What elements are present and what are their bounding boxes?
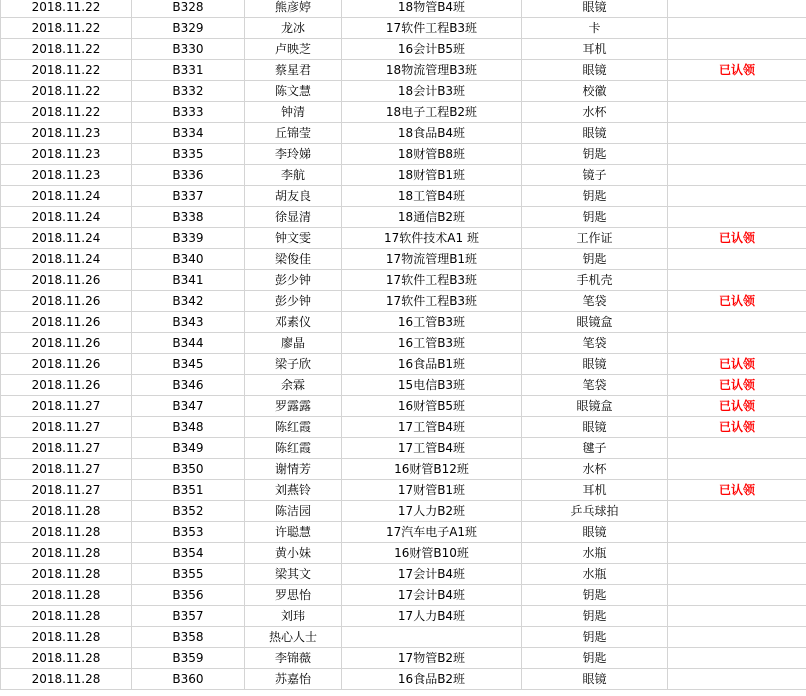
cell-id[interactable]: B338 (132, 207, 245, 228)
cell-class[interactable]: 18物流管理B3班 (342, 60, 522, 81)
cell-status[interactable] (668, 123, 806, 144)
cell-id[interactable]: B359 (132, 648, 245, 669)
cell-status[interactable] (668, 669, 806, 690)
cell-name[interactable]: 许聪慧 (245, 522, 342, 543)
cell-name[interactable]: 邓素仪 (245, 312, 342, 333)
cell-item[interactable]: 乒乓球拍 (522, 501, 668, 522)
cell-date[interactable]: 2018.11.26 (1, 270, 132, 291)
cell-status[interactable] (668, 18, 806, 39)
cell-name[interactable]: 李锦薇 (245, 648, 342, 669)
cell-class[interactable]: 17汽车电子A1班 (342, 522, 522, 543)
table-row (1, 648, 806, 669)
cell-id[interactable]: B347 (132, 396, 245, 417)
table-row (1, 0, 806, 18)
cell-date[interactable]: 2018.11.26 (1, 291, 132, 312)
cell-item[interactable]: 工作证 (522, 228, 668, 249)
table-row (1, 438, 806, 459)
table-row (1, 396, 806, 417)
cell-item[interactable]: 手机壳 (522, 270, 668, 291)
cell-date[interactable]: 2018.11.28 (1, 606, 132, 627)
cell-id[interactable]: B346 (132, 375, 245, 396)
cell-date[interactable]: 2018.11.26 (1, 333, 132, 354)
table-row (1, 627, 806, 648)
cell-class[interactable]: 17人力B4班 (342, 606, 522, 627)
table-row (1, 39, 806, 60)
table-row (1, 249, 806, 270)
cell-item[interactable]: 眼镜 (522, 522, 668, 543)
cell-date[interactable]: 2018.11.28 (1, 627, 132, 648)
cell-name[interactable]: 彭少钟 (245, 291, 342, 312)
cell-status[interactable] (668, 606, 806, 627)
table-row (1, 606, 806, 627)
cell-status[interactable] (668, 102, 806, 123)
cell-date[interactable]: 2018.11.24 (1, 228, 132, 249)
cell-class[interactable]: 18会计B3班 (342, 81, 522, 102)
cell-item[interactable]: 水瓶 (522, 564, 668, 585)
cell-id[interactable]: B340 (132, 249, 245, 270)
cell-date[interactable]: 2018.11.22 (1, 102, 132, 123)
cell-date[interactable]: 2018.11.26 (1, 375, 132, 396)
cell-date[interactable]: 2018.11.28 (1, 585, 132, 606)
cell-status[interactable] (668, 648, 806, 669)
cell-item[interactable]: 钥匙 (522, 186, 668, 207)
cell-status[interactable]: 已认领 (668, 480, 806, 501)
cell-date[interactable]: 2018.11.27 (1, 417, 132, 438)
cell-name[interactable]: 廖晶 (245, 333, 342, 354)
cell-class[interactable]: 16食品B1班 (342, 354, 522, 375)
table-row (1, 543, 806, 564)
cell-class[interactable]: 16会计B5班 (342, 39, 522, 60)
cell-class[interactable]: 17软件工程B3班 (342, 18, 522, 39)
cell-id[interactable]: B336 (132, 165, 245, 186)
cell-item[interactable]: 眼镜盒 (522, 312, 668, 333)
cell-status[interactable]: 已认领 (668, 60, 806, 81)
cell-class[interactable]: 16工管B3班 (342, 312, 522, 333)
cell-status[interactable] (668, 543, 806, 564)
cell-name[interactable]: 陈红霞 (245, 417, 342, 438)
cell-name[interactable]: 热心人士 (245, 627, 342, 648)
table-row (1, 501, 806, 522)
cell-date[interactable]: 2018.11.24 (1, 186, 132, 207)
cell-date[interactable]: 2018.11.23 (1, 165, 132, 186)
cell-class[interactable]: 17人力B2班 (342, 501, 522, 522)
cell-date[interactable]: 2018.11.27 (1, 480, 132, 501)
cell-item[interactable]: 镜子 (522, 165, 668, 186)
cell-class[interactable]: 16财管B10班 (342, 543, 522, 564)
cell-name[interactable]: 彭少钟 (245, 270, 342, 291)
cell-id[interactable]: B330 (132, 39, 245, 60)
cell-id[interactable]: B352 (132, 501, 245, 522)
cell-id[interactable]: B349 (132, 438, 245, 459)
cell-status[interactable] (668, 564, 806, 585)
cell-item[interactable]: 钥匙 (522, 648, 668, 669)
cell-class[interactable]: 17会计B4班 (342, 585, 522, 606)
table-row (1, 81, 806, 102)
cell-class[interactable]: 17软件工程B3班 (342, 270, 522, 291)
cell-item[interactable]: 水杯 (522, 459, 668, 480)
cell-item[interactable]: 眼镜 (522, 123, 668, 144)
cell-status[interactable]: 已认领 (668, 228, 806, 249)
cell-status[interactable]: 已认领 (668, 291, 806, 312)
cell-item[interactable]: 卡 (522, 18, 668, 39)
cell-id[interactable]: B351 (132, 480, 245, 501)
cell-name[interactable]: 熊彦婷 (245, 0, 342, 18)
cell-id[interactable]: B342 (132, 291, 245, 312)
cell-item[interactable]: 笔袋 (522, 291, 668, 312)
cell-status[interactable] (668, 186, 806, 207)
cell-class[interactable]: 18财管B8班 (342, 144, 522, 165)
cell-class[interactable]: 18电子工程B2班 (342, 102, 522, 123)
cell-class[interactable]: 16食品B2班 (342, 669, 522, 690)
table-row (1, 228, 806, 249)
cell-date[interactable]: 2018.11.22 (1, 18, 132, 39)
table-row (1, 270, 806, 291)
table-row (1, 144, 806, 165)
cell-item[interactable]: 眼镜 (522, 669, 668, 690)
table-row (1, 312, 806, 333)
cell-date[interactable]: 2018.11.28 (1, 501, 132, 522)
cell-class[interactable]: 18工管B4班 (342, 186, 522, 207)
cell-name[interactable]: 胡友良 (245, 186, 342, 207)
table-row (1, 123, 806, 144)
cell-class[interactable]: 17工管B4班 (342, 417, 522, 438)
cell-date[interactable]: 2018.11.28 (1, 669, 132, 690)
cell-date[interactable]: 2018.11.24 (1, 249, 132, 270)
cell-class[interactable]: 17会计B4班 (342, 564, 522, 585)
table-row (1, 375, 806, 396)
cell-date[interactable]: 2018.11.28 (1, 522, 132, 543)
cell-status[interactable] (668, 522, 806, 543)
cell-id[interactable]: B335 (132, 144, 245, 165)
cell-item[interactable]: 眼镜 (522, 354, 668, 375)
cell-id[interactable]: B328 (132, 0, 245, 18)
cell-name[interactable]: 苏嘉怡 (245, 669, 342, 690)
cell-status[interactable]: 已认领 (668, 354, 806, 375)
cell-status[interactable]: 已认领 (668, 417, 806, 438)
cell-status[interactable] (668, 207, 806, 228)
cell-date[interactable]: 2018.11.27 (1, 459, 132, 480)
cell-class[interactable]: 17物管B2班 (342, 648, 522, 669)
cell-status[interactable] (668, 165, 806, 186)
cell-name[interactable]: 钟文雯 (245, 228, 342, 249)
cell-status[interactable] (668, 585, 806, 606)
table-row (1, 480, 806, 501)
cell-item[interactable]: 钥匙 (522, 585, 668, 606)
cell-date[interactable]: 2018.11.22 (1, 81, 132, 102)
table-body (1, 0, 806, 690)
cell-status[interactable] (668, 249, 806, 270)
cell-status[interactable] (668, 333, 806, 354)
cell-item[interactable]: 笔袋 (522, 375, 668, 396)
cell-id[interactable]: B353 (132, 522, 245, 543)
table-row (1, 165, 806, 186)
cell-item[interactable]: 眼镜 (522, 60, 668, 81)
cell-status[interactable] (668, 312, 806, 333)
cell-class[interactable]: 17财管B1班 (342, 480, 522, 501)
cell-id[interactable]: B356 (132, 585, 245, 606)
cell-id[interactable]: B343 (132, 312, 245, 333)
cell-id[interactable]: B339 (132, 228, 245, 249)
cell-name[interactable]: 罗思怡 (245, 585, 342, 606)
cell-id[interactable]: B331 (132, 60, 245, 81)
cell-class[interactable]: 18食品B4班 (342, 123, 522, 144)
cell-class[interactable]: 17软件工程B3班 (342, 291, 522, 312)
cell-id[interactable]: B334 (132, 123, 245, 144)
table-row (1, 18, 806, 39)
cell-name[interactable]: 丘锦莹 (245, 123, 342, 144)
cell-name[interactable]: 陈红霞 (245, 438, 342, 459)
cell-id[interactable]: B355 (132, 564, 245, 585)
cell-name[interactable]: 李航 (245, 165, 342, 186)
cell-item[interactable]: 钥匙 (522, 207, 668, 228)
cell-status[interactable] (668, 39, 806, 60)
cell-item[interactable]: 眼镜盒 (522, 396, 668, 417)
cell-name[interactable]: 谢情芳 (245, 459, 342, 480)
cell-name[interactable]: 陈文慧 (245, 81, 342, 102)
cell-id[interactable]: B358 (132, 627, 245, 648)
cell-item[interactable]: 钥匙 (522, 627, 668, 648)
table-row (1, 291, 806, 312)
cell-name[interactable]: 梁俊佳 (245, 249, 342, 270)
cell-item[interactable]: 眼镜 (522, 417, 668, 438)
cell-class[interactable]: 18财管B1班 (342, 165, 522, 186)
cell-name[interactable]: 梁子欣 (245, 354, 342, 375)
cell-item[interactable]: 耳机 (522, 480, 668, 501)
cell-status[interactable] (668, 501, 806, 522)
cell-date[interactable]: 2018.11.26 (1, 354, 132, 375)
cell-date[interactable]: 2018.11.27 (1, 438, 132, 459)
cell-class[interactable]: 16财管B12班 (342, 459, 522, 480)
cell-id[interactable]: B350 (132, 459, 245, 480)
cell-status[interactable] (668, 0, 806, 18)
table-row (1, 417, 806, 438)
cell-date[interactable]: 2018.11.28 (1, 543, 132, 564)
table-row (1, 669, 806, 690)
cell-name[interactable]: 余霖 (245, 375, 342, 396)
cell-name[interactable]: 徐显清 (245, 207, 342, 228)
cell-id[interactable]: B348 (132, 417, 245, 438)
cell-id[interactable]: B354 (132, 543, 245, 564)
cell-item[interactable]: 毽子 (522, 438, 668, 459)
cell-class[interactable]: 15电信B3班 (342, 375, 522, 396)
cell-item[interactable]: 钥匙 (522, 249, 668, 270)
cell-status[interactable]: 已认领 (668, 396, 806, 417)
cell-status[interactable] (668, 438, 806, 459)
cell-date[interactable]: 2018.11.22 (1, 39, 132, 60)
cell-class[interactable]: 17工管B4班 (342, 438, 522, 459)
table-row (1, 186, 806, 207)
cell-name[interactable]: 刘燕铃 (245, 480, 342, 501)
cell-name[interactable]: 钟清 (245, 102, 342, 123)
cell-status[interactable] (668, 459, 806, 480)
cell-status[interactable]: 已认领 (668, 375, 806, 396)
cell-date[interactable]: 2018.11.22 (1, 0, 132, 18)
table-row (1, 564, 806, 585)
cell-class[interactable]: 18通信B2班 (342, 207, 522, 228)
cell-item[interactable]: 钥匙 (522, 144, 668, 165)
cell-date[interactable]: 2018.11.23 (1, 144, 132, 165)
cell-date[interactable]: 2018.11.26 (1, 312, 132, 333)
cell-name[interactable]: 梁其文 (245, 564, 342, 585)
cell-date[interactable]: 2018.11.28 (1, 564, 132, 585)
table-row (1, 459, 806, 480)
cell-name[interactable]: 蔡星君 (245, 60, 342, 81)
cell-name[interactable]: 罗露露 (245, 396, 342, 417)
cell-status[interactable] (668, 627, 806, 648)
cell-name[interactable]: 龙冰 (245, 18, 342, 39)
cell-name[interactable]: 刘玮 (245, 606, 342, 627)
cell-status[interactable] (668, 81, 806, 102)
cell-item[interactable]: 眼镜 (522, 0, 668, 18)
cell-date[interactable]: 2018.11.24 (1, 207, 132, 228)
cell-status[interactable] (668, 144, 806, 165)
cell-class[interactable]: 17物流管理B1班 (342, 249, 522, 270)
table-row (1, 354, 806, 375)
cell-class[interactable] (342, 627, 522, 648)
cell-name[interactable]: 陈洁园 (245, 501, 342, 522)
table-row (1, 585, 806, 606)
cell-id[interactable]: B344 (132, 333, 245, 354)
cell-id[interactable]: B341 (132, 270, 245, 291)
table-row (1, 333, 806, 354)
table-row (1, 102, 806, 123)
cell-date[interactable]: 2018.11.23 (1, 123, 132, 144)
cell-class[interactable]: 17软件技术A1 班 (342, 228, 522, 249)
cell-id[interactable]: B357 (132, 606, 245, 627)
cell-id[interactable]: B337 (132, 186, 245, 207)
cell-id[interactable]: B345 (132, 354, 245, 375)
cell-item[interactable]: 钥匙 (522, 606, 668, 627)
cell-name[interactable]: 卢映芝 (245, 39, 342, 60)
cell-date[interactable]: 2018.11.28 (1, 648, 132, 669)
table-row (1, 207, 806, 228)
cell-id[interactable]: B332 (132, 81, 245, 102)
cell-item[interactable]: 耳机 (522, 39, 668, 60)
cell-item[interactable]: 水瓶 (522, 543, 668, 564)
cell-id[interactable]: B329 (132, 18, 245, 39)
cell-class[interactable]: 16工管B3班 (342, 333, 522, 354)
cell-item[interactable]: 水杯 (522, 102, 668, 123)
cell-id[interactable]: B333 (132, 102, 245, 123)
cell-date[interactable]: 2018.11.27 (1, 396, 132, 417)
cell-id[interactable]: B360 (132, 669, 245, 690)
table-row (1, 522, 806, 543)
cell-item[interactable]: 笔袋 (522, 333, 668, 354)
cell-status[interactable] (668, 270, 806, 291)
cell-name[interactable]: 李玲娣 (245, 144, 342, 165)
cell-item[interactable]: 校徽 (522, 81, 668, 102)
cell-class[interactable]: 16财管B5班 (342, 396, 522, 417)
cell-class[interactable]: 18物管B4班 (342, 0, 522, 18)
table-row (1, 60, 806, 81)
cell-name[interactable]: 黄小妹 (245, 543, 342, 564)
cell-date[interactable]: 2018.11.22 (1, 60, 132, 81)
